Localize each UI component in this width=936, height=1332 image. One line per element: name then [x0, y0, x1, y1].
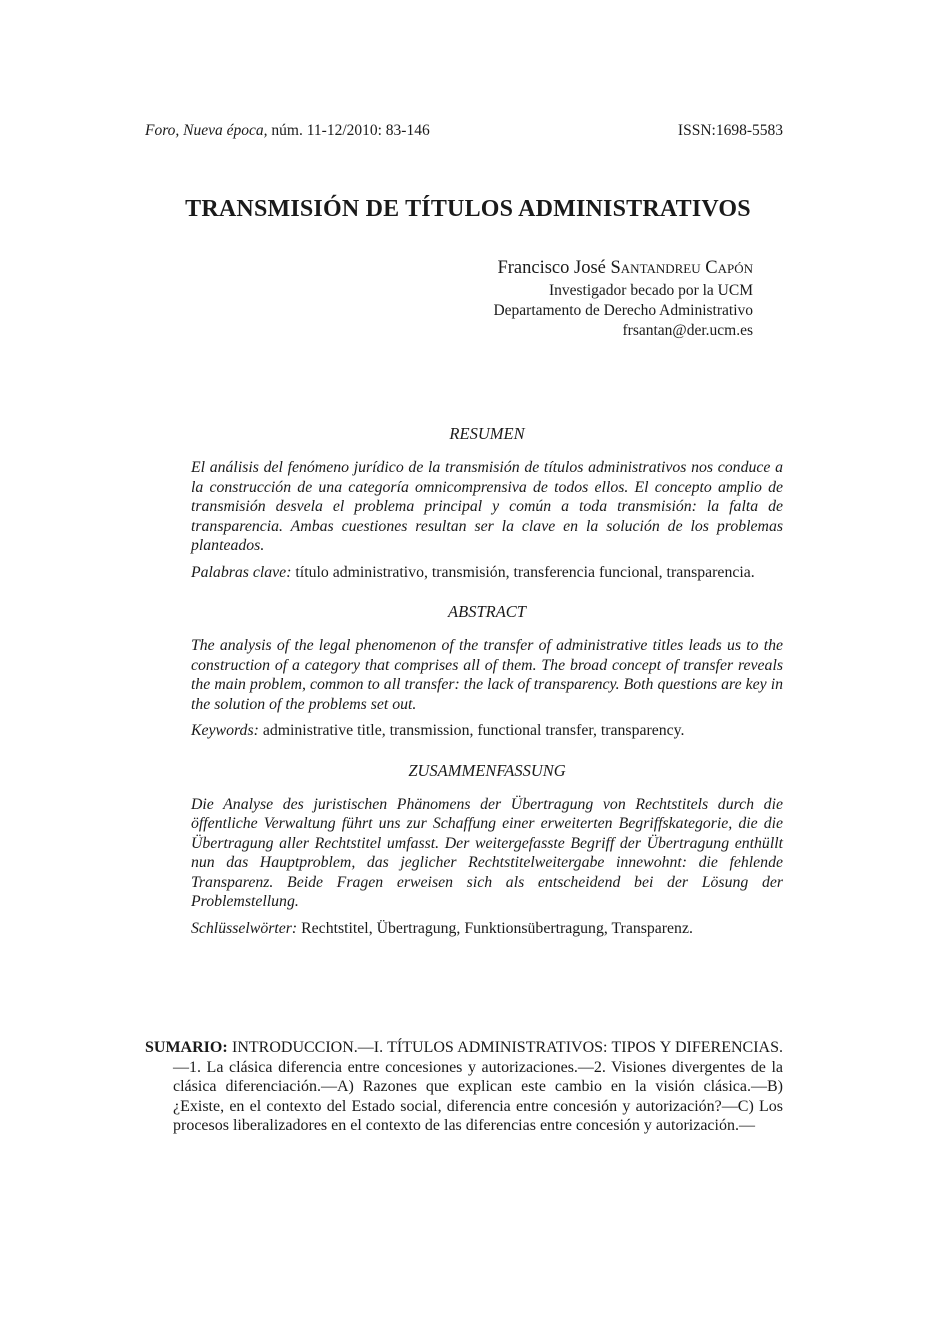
article-title: TRANSMISIÓN DE TÍTULOS ADMINISTRATIVOS: [185, 196, 751, 222]
resumen-keywords: [191, 563, 783, 583]
sumario-label: SUMARIO:: [145, 1039, 228, 1056]
abstract-section: [191, 602, 783, 741]
resumen-heading: RESUMEN: [449, 424, 525, 443]
resumen-keywords-label: Palabras clave:: [191, 563, 292, 581]
zusammenfassung-text: Die Analyse des juristischen Phänomens der Übertragung von Rechtstitels durch die öffentliche Verwaltung führt uns zur Schaffung einer erweiterten Begriffskategorie, die die Übertragung aller Rechtstitel umfasst. Der weitergefasste Begriff der Übertragung enthüllt nun das Hauptproblem, das jeglicher Rechtstitelweitergabe innewohnt: die fehlende Transparenz. Beide Fragen erweisen sich als entscheidend bei der Lösung der Problemstellung.: [191, 795, 783, 910]
author-block: [493, 255, 753, 341]
author-email: frsantan@der.ucm.es: [622, 322, 753, 339]
journal-issue: núm. 11-12/2010: 83-146: [267, 122, 430, 139]
resumen-section: [191, 424, 783, 582]
author-position: Investigador becado por la UCM: [548, 282, 753, 299]
sumario-text: INTRODUCCION.—I. TÍTULOS ADMINISTRATIVOS: TIPOS Y DIFERENCIAS.—1. La clásica diferencia entre concesiones y autorizaciones.—2. Visiones divergentes de la clásica diferenciación.—A) Razones que explican este cambio en la visión clásica.—B) ¿Existe, en el contexto del Estado social, diferencia entre concesión y autorización?—C) Los procesos liberalizadores en el contexto de las diferencias entre concesión y autorización.—: [173, 1039, 783, 1134]
resumen-keywords-text: título administrativo, transmisión, transferencia funcional, transparencia.: [291, 563, 755, 581]
running-header: [145, 122, 783, 140]
zusammenfassung-keywords-label: Schlüsselwörter:: [191, 919, 298, 937]
abstract-keywords-text: administrative title, transmission, functional transfer, transparency.: [258, 722, 685, 739]
issn: ISSN:1698-5583: [677, 122, 783, 139]
author-last-name: Santandreu Capón: [610, 258, 753, 278]
journal-name: Foro, Nueva época,: [145, 122, 268, 139]
author-department: Departamento de Derecho Administrativo: [493, 302, 753, 319]
zusammenfassung-keywords: [191, 919, 783, 939]
sumario: [145, 1038, 783, 1136]
zusammenfassung-section: [191, 761, 783, 939]
journal-citation: [145, 122, 430, 140]
author-name: [493, 255, 753, 281]
abstract-heading: ABSTRACT: [448, 602, 526, 621]
abstract-text: The analysis of the legal phenomenon of the transfer of administrative titles leads us to the construction of a category that comprises all of them. The broad concept of transfer reveals the main problem, common to all transfer: the lack of transparency. Both questions are key in the solution of the problems set out.: [191, 637, 783, 713]
author-first-name: Francisco José: [497, 258, 611, 278]
abstract-keywords: [191, 721, 783, 741]
zusammenfassung-keywords-text: Rechtstitel, Übertragung, Funktionsübertragung, Transparenz.: [297, 919, 693, 937]
abstract-keywords-label: Keywords:: [191, 722, 259, 739]
abstracts-section: [191, 424, 783, 938]
zusammenfassung-heading: ZUSAMMENFASSUNG: [408, 760, 566, 780]
resumen-text: El análisis del fenómeno jurídico de la transmisión de títulos administrativos nos conduce a la construcción de una categoría omnicomprensiva de todos ellos. El concepto amplio de transmisión desvela el problema principal y común a toda transmisión: la falta de transparencia. Ambas cuestiones resultan ser la clave en la solución de los problemas planteados.: [191, 459, 783, 554]
